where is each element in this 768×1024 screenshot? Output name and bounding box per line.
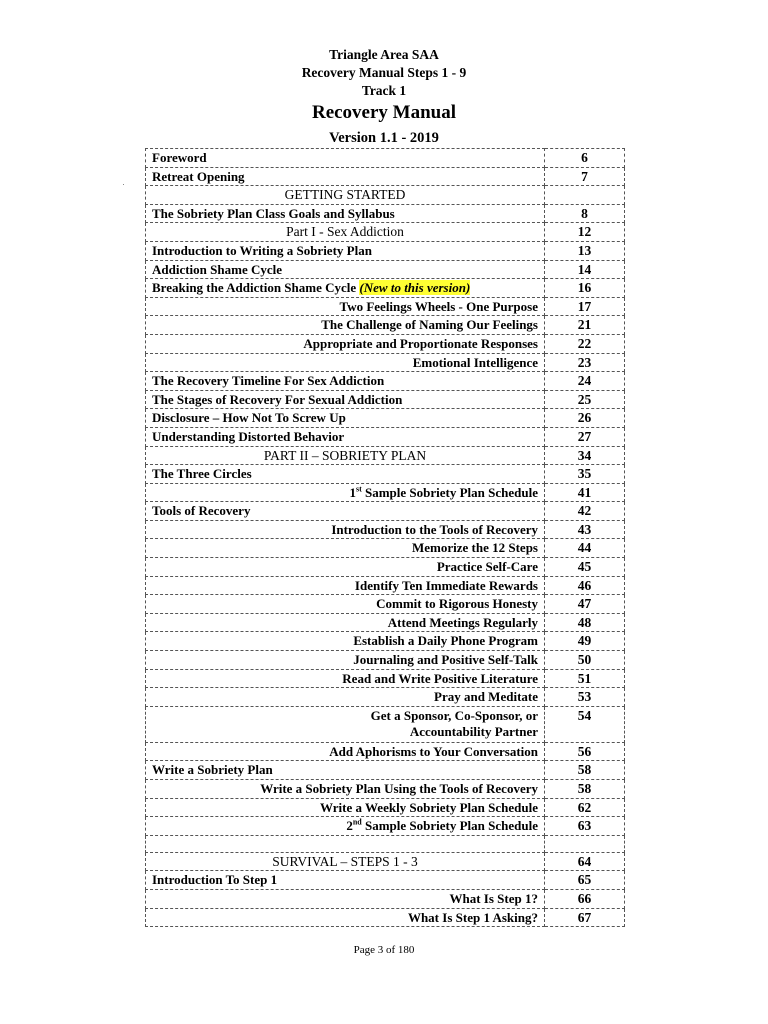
toc-entry-label: Write a Weekly Sobriety Plan Schedule bbox=[320, 799, 538, 815]
toc-entry bbox=[146, 706, 545, 742]
toc-row bbox=[146, 204, 625, 223]
toc-page-number: 50 bbox=[545, 651, 625, 670]
toc-entry bbox=[146, 742, 545, 761]
toc-row bbox=[146, 780, 625, 799]
toc-entry bbox=[146, 446, 545, 465]
toc-entry bbox=[146, 871, 545, 890]
toc-row bbox=[146, 761, 625, 780]
toc-entry-label: Tools of Recovery bbox=[152, 503, 251, 519]
toc-page-number: 47 bbox=[545, 595, 625, 614]
toc-page-number: 46 bbox=[545, 576, 625, 595]
toc-entry-label: Understanding Distorted Behavior bbox=[152, 428, 345, 444]
toc-entry-label: GETTING STARTED bbox=[284, 187, 406, 203]
toc-entry bbox=[146, 761, 545, 780]
toc-entry bbox=[146, 576, 545, 595]
toc-row bbox=[146, 798, 625, 817]
toc-row bbox=[146, 502, 625, 521]
toc-entry bbox=[146, 465, 545, 484]
toc-entry-label: PART II – SOBRIETY PLAN bbox=[263, 447, 427, 463]
toc-row bbox=[146, 817, 625, 836]
page-footer: Page 3 of 180 bbox=[353, 944, 415, 956]
toc-entry bbox=[146, 520, 545, 539]
toc-entry-label: Memorize the 12 Steps bbox=[412, 540, 538, 556]
toc-page-number: 14 bbox=[545, 260, 625, 279]
toc-page-number: 44 bbox=[545, 539, 625, 558]
toc-row bbox=[146, 871, 625, 890]
toc-entry bbox=[146, 688, 545, 707]
ordinal-suffix: nd bbox=[352, 817, 362, 827]
toc-page-number: 42 bbox=[545, 502, 625, 521]
toc-page-number: 67 bbox=[545, 908, 625, 927]
toc-page-number: 62 bbox=[545, 798, 625, 817]
toc-entry bbox=[146, 260, 545, 279]
toc-row bbox=[146, 316, 625, 335]
toc-entry-label: Pray and Meditate bbox=[434, 689, 538, 705]
toc-entry bbox=[146, 798, 545, 817]
toc-entry-label: Write a Sobriety Plan bbox=[152, 762, 273, 778]
toc-row bbox=[146, 241, 625, 260]
toc-entry-label: Attend Meetings Regularly bbox=[387, 614, 538, 630]
version-label: Version 1.1 - 2019 bbox=[329, 130, 439, 146]
toc-row bbox=[146, 279, 625, 298]
toc-entry bbox=[146, 669, 545, 688]
toc-entry-label: Write a Sobriety Plan Using the Tools of Recovery bbox=[260, 781, 538, 796]
toc-page-number: 66 bbox=[545, 889, 625, 908]
toc-page-number: 8 bbox=[545, 204, 625, 223]
toc-row bbox=[146, 669, 625, 688]
toc-row bbox=[146, 409, 625, 428]
toc-entry bbox=[146, 780, 545, 799]
toc-page-number: 16 bbox=[545, 279, 625, 298]
toc-page-number: 64 bbox=[545, 852, 625, 871]
toc-row bbox=[146, 558, 625, 577]
toc-entry-label: Disclosure – How Not To Screw Up bbox=[152, 410, 346, 426]
toc-row bbox=[146, 595, 625, 614]
toc-row bbox=[146, 353, 625, 372]
toc-page-number: 58 bbox=[545, 761, 625, 780]
toc-page-number: 22 bbox=[545, 334, 625, 353]
toc-entry-label: The Three Circles bbox=[152, 466, 252, 482]
toc-entry-label: Two Feelings Wheels - One Purpose bbox=[339, 298, 538, 314]
toc-entry bbox=[146, 334, 545, 353]
toc-row bbox=[146, 835, 625, 852]
toc-entry bbox=[146, 316, 545, 335]
toc-page-number: 51 bbox=[545, 669, 625, 688]
toc-row bbox=[146, 889, 625, 908]
toc-entry bbox=[146, 353, 545, 372]
toc-page-number: 6 bbox=[545, 149, 625, 168]
toc-entry-label: What Is Step 1? bbox=[449, 890, 538, 906]
toc-entry-label: Sample Sobriety Plan Schedule bbox=[361, 484, 538, 500]
toc-row bbox=[146, 465, 625, 484]
toc-entry-label: Read and Write Positive Literature bbox=[342, 670, 538, 686]
toc-row bbox=[146, 576, 625, 595]
toc-row bbox=[146, 651, 625, 670]
toc-page-number: 56 bbox=[545, 742, 625, 761]
toc-page-number: 43 bbox=[545, 520, 625, 539]
toc-page-number: 27 bbox=[545, 427, 625, 446]
toc-page-number: 26 bbox=[545, 409, 625, 428]
toc-row bbox=[146, 427, 625, 446]
toc-entry bbox=[146, 539, 545, 558]
toc-entry bbox=[146, 223, 545, 242]
toc-row bbox=[146, 167, 625, 186]
toc-row bbox=[146, 742, 625, 761]
toc-entry-label: Sample Sobriety Plan Schedule bbox=[361, 818, 538, 834]
toc-entry bbox=[146, 186, 545, 205]
toc-entry-label: Get a Sponsor, Co-Sponsor, or bbox=[370, 707, 538, 723]
toc-entry bbox=[146, 167, 545, 186]
toc-entry bbox=[146, 483, 545, 502]
toc-entry-label: Introduction to the Tools of Recovery bbox=[331, 521, 538, 537]
toc-page-number: 65 bbox=[545, 871, 625, 890]
toc-entry-label: Foreword bbox=[152, 150, 207, 165]
toc-entry-label: Add Aphorisms to Your Conversation bbox=[329, 743, 538, 759]
toc-entry bbox=[146, 558, 545, 577]
toc-entry bbox=[146, 204, 545, 223]
toc-row bbox=[146, 297, 625, 316]
toc-entry-label: The Stages of Recovery For Sexual Addiction bbox=[152, 391, 403, 407]
toc-page-number: 7 bbox=[545, 167, 625, 186]
manual-subtitle: Recovery Manual Steps 1 - 9 bbox=[301, 65, 467, 80]
document-header bbox=[0, 46, 768, 148]
toc-entry-label: Introduction To Step 1 bbox=[152, 872, 278, 888]
toc-page-number: 53 bbox=[545, 688, 625, 707]
toc-page-number bbox=[545, 186, 625, 205]
toc-row bbox=[146, 908, 625, 927]
toc-entry bbox=[146, 502, 545, 521]
toc-entry bbox=[146, 241, 545, 260]
toc-page-number: 45 bbox=[545, 558, 625, 577]
toc-entry bbox=[146, 279, 545, 298]
toc-entry-label: Practice Self-Care bbox=[436, 559, 538, 575]
toc-entry bbox=[146, 297, 545, 316]
table-of-contents bbox=[145, 148, 625, 927]
toc-entry-label: The Challenge of Naming Our Feelings bbox=[321, 317, 538, 333]
toc-page-number: 23 bbox=[545, 353, 625, 372]
toc-entry-label: Journaling and Positive Self-Talk bbox=[353, 652, 538, 668]
toc-page-number: 49 bbox=[545, 632, 625, 651]
toc-entry bbox=[146, 889, 545, 908]
toc-entry bbox=[146, 852, 545, 871]
toc-entry bbox=[146, 835, 545, 852]
toc-entry-label: SURVIVAL – STEPS 1 - 3 bbox=[272, 853, 418, 869]
new-version-highlight: (New to this version) bbox=[359, 280, 471, 296]
stray-mark bbox=[123, 184, 124, 185]
toc-page-number: 12 bbox=[545, 223, 625, 242]
toc-page-number: 21 bbox=[545, 316, 625, 335]
toc-entry-label: Part I - Sex Addiction bbox=[286, 224, 404, 240]
toc-row bbox=[146, 613, 625, 632]
ordinal-number: 1 bbox=[349, 484, 356, 500]
toc-entry-label: Retreat Opening bbox=[152, 168, 245, 184]
toc-page-number: 13 bbox=[545, 241, 625, 260]
toc-row bbox=[146, 223, 625, 242]
toc-row bbox=[146, 688, 625, 707]
toc-entry-label: Addiction Shame Cycle bbox=[152, 261, 282, 277]
toc-entry-label: Emotional Intelligence bbox=[412, 354, 538, 370]
toc-row bbox=[146, 149, 625, 168]
toc-row bbox=[146, 260, 625, 279]
toc-entry bbox=[146, 427, 545, 446]
toc-entry-label: The Recovery Timeline For Sex Addiction bbox=[152, 373, 385, 389]
toc-row bbox=[146, 483, 625, 502]
toc-page-number: 25 bbox=[545, 390, 625, 409]
toc-row bbox=[146, 852, 625, 871]
toc-entry bbox=[146, 595, 545, 614]
toc-entry-label: Appropriate and Proportionate Responses bbox=[303, 335, 538, 351]
toc-page-number: 35 bbox=[545, 465, 625, 484]
toc-entry-label: Commit to Rigorous Honesty bbox=[376, 596, 538, 612]
toc-page-number: 58 bbox=[545, 780, 625, 799]
toc-entry bbox=[146, 409, 545, 428]
toc-entry-label: Introduction to Writing a Sobriety Plan bbox=[152, 242, 372, 258]
toc-row bbox=[146, 372, 625, 391]
toc-entry-label: What Is Step 1 Asking? bbox=[407, 909, 538, 925]
toc-entry bbox=[146, 149, 545, 168]
toc-entry bbox=[146, 908, 545, 927]
toc-row bbox=[146, 632, 625, 651]
toc-entry bbox=[146, 372, 545, 391]
toc-row bbox=[146, 390, 625, 409]
org-name: Triangle Area SAA bbox=[329, 47, 439, 62]
toc-entry bbox=[146, 817, 545, 836]
document-title: Recovery Manual bbox=[311, 102, 457, 123]
toc-page-number: 41 bbox=[545, 483, 625, 502]
ordinal-number: 2 bbox=[346, 818, 353, 834]
toc-entry bbox=[146, 632, 545, 651]
toc-page-number: 54 bbox=[545, 706, 625, 742]
track-label: Track 1 bbox=[361, 83, 407, 98]
toc-entry-label: Breaking the Addiction Shame Cycle bbox=[152, 280, 357, 296]
toc-entry-label: The Sobriety Plan Class Goals and Syllabus bbox=[152, 205, 395, 221]
toc-entry bbox=[146, 651, 545, 670]
ordinal-suffix: st bbox=[355, 484, 362, 494]
toc-row bbox=[146, 539, 625, 558]
toc-page-number: 48 bbox=[545, 613, 625, 632]
toc-entry-label: Identify Ten Immediate Rewards bbox=[354, 577, 538, 593]
toc-page-number: 63 bbox=[545, 817, 625, 836]
toc-entry bbox=[146, 613, 545, 632]
toc-row bbox=[146, 520, 625, 539]
toc-entry-label-continued: Accountability Partner bbox=[409, 723, 538, 739]
toc-page-number: 24 bbox=[545, 372, 625, 391]
toc-page-number: 17 bbox=[545, 297, 625, 316]
toc-page-number: 34 bbox=[545, 446, 625, 465]
toc-page-number bbox=[545, 835, 625, 852]
toc-row bbox=[146, 186, 625, 205]
toc-row bbox=[146, 334, 625, 353]
toc-row bbox=[146, 446, 625, 465]
toc-row bbox=[146, 706, 625, 742]
toc-entry-label: Establish a Daily Phone Program bbox=[353, 633, 538, 649]
toc-entry bbox=[146, 390, 545, 409]
